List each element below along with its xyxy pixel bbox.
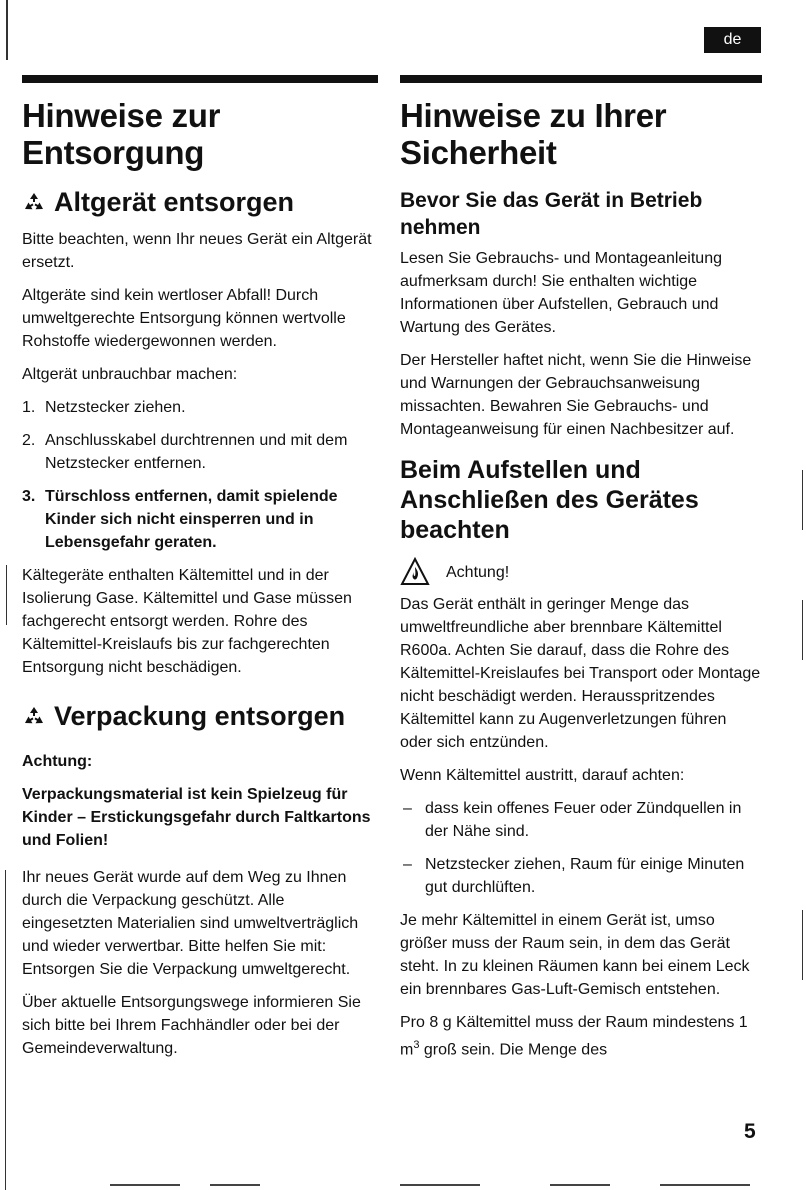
step-item: [22, 396, 378, 419]
step-number: 3.: [22, 488, 36, 505]
disposal-paragraph: Altgerät unbrauchbar machen:: [22, 366, 238, 383]
left-column: [22, 75, 378, 1070]
safety-paragraph: Je mehr Kältemittel in einem Gerät ist, umso größer muss der Raum sein, in dem das Gerät steht. In zu kleinen Räumen kann bei einem Leck ein brennbares Gas-Luft-Gemisch entstehen.: [400, 912, 750, 998]
room-size-text-end: groß sein. Die Menge des: [419, 1041, 608, 1059]
disposal-paragraph: Altgeräte sind kein wertloser Abfall! Durch umweltgerechte Entsorgung können wertvolle Rohstoffe wiedergewonnen werden.: [22, 287, 346, 350]
step-text: Anschlusskabel durchtrennen und mit dem Netzstecker entfernen.: [45, 432, 348, 472]
old-appliance-heading: [22, 187, 378, 218]
list-item: [400, 797, 762, 843]
warning-row: [400, 557, 762, 587]
leak-instructions: [400, 797, 762, 899]
scan-edge-mark: [6, 0, 8, 60]
step-item: [22, 485, 378, 554]
packaging-paragraph: Über aktuelle Entsorgungswege informieren Sie sich bitte bei Ihrem Fachhändler oder bei der Gemeindeverwaltung.: [22, 994, 361, 1057]
right-column: [400, 75, 762, 1071]
dash-marker: –: [403, 856, 412, 873]
list-item: [400, 853, 762, 899]
recycling-icon: [22, 191, 46, 215]
packaging-heading-text: Verpackung entsorgen: [54, 701, 346, 731]
superscript: 3: [413, 1039, 420, 1051]
dash-marker: –: [403, 800, 412, 817]
warning-label: Achtung!: [446, 563, 510, 581]
packaging-paragraph: Ihr neues Gerät wurde auf dem Weg zu Ihnen durch die Verpackung geschützt. Alle eingesetzten Materialien sind umweltverträglich und wieder verwertbar. Bitte helfen Sie mit: Entsorgen Sie die Verpackung umweltgerecht.: [22, 869, 359, 978]
step-text: Netzstecker ziehen.: [45, 399, 186, 416]
room-size-text: Pro 8 g Kältemittel muss der Raum mindestens 1 m: [400, 1014, 748, 1059]
safety-paragraph: [400, 1011, 762, 1061]
safety-paragraph: Der Hersteller haftet nicht, wenn Sie die Hinweise und Warnungen der Gebrauchsanweisung missachten. Bewahren Sie Gebrauchs- und Montageanweisung für einen Nachbesitzer auf.: [400, 352, 752, 438]
step-number: 1.: [22, 399, 36, 416]
step-item: [22, 429, 378, 475]
before-use-heading: Bevor Sie das Gerät in Betrieb nehmen: [400, 189, 703, 239]
step-number: 2.: [22, 432, 36, 449]
list-item-text: dass kein offenes Feuer oder Zündquellen in der Nähe sind.: [425, 800, 742, 840]
scan-edge-mark: [802, 910, 803, 980]
packaging-heading: [22, 701, 378, 732]
page-number: 5: [744, 1120, 756, 1143]
scan-edge-mark: [110, 1184, 180, 1186]
list-item-text: Netzstecker ziehen, Raum für einige Minuten gut durchlüften.: [425, 856, 745, 896]
section-rule: [22, 75, 378, 83]
scan-edge-mark: [5, 870, 6, 1190]
flammable-warning-icon: [400, 557, 430, 587]
safety-paragraph: Das Gerät enthält in geringer Menge das umweltfreundliche aber brennbare Kältemittel R600a. Achten Sie darauf, dass die Rohre des Kältemittel-Kreislaufes bei Transport oder Montage nicht beschädigt werden. Herausspritzendes Kältemittel kann zu Augenverletzungen führen oder sich entzünden.: [400, 596, 761, 751]
step-text: Türschloss entfernen, damit spielende Kinder sich nicht einsperren und in Lebensgefahr geraten.: [45, 488, 338, 551]
installation-heading: Beim Aufstellen und Anschließen des Gerätes beachten: [400, 456, 699, 544]
disposal-steps: [22, 396, 378, 554]
scan-edge-mark: [660, 1184, 750, 1186]
recycling-icon: [22, 705, 46, 729]
scan-edge-mark: [550, 1184, 610, 1186]
disposal-intro: Bitte beachten, wenn Ihr neues Gerät ein Altgerät ersetzt.: [22, 231, 372, 271]
scan-edge-mark: [802, 470, 803, 530]
safety-paragraph: Wenn Kältemittel austritt, darauf achten:: [400, 767, 685, 784]
scan-edge-mark: [802, 600, 803, 660]
warning-label: Achtung:: [22, 753, 93, 770]
packaging-warning: Verpackungsmaterial ist kein Spielzeug für Kinder – Erstickungsgefahr durch Faltkartons und Folien!: [22, 786, 371, 849]
language-badge: de: [704, 27, 761, 53]
section-rule: [400, 75, 762, 83]
safety-paragraph: Lesen Sie Gebrauchs- und Montageanleitung aufmerksam durch! Sie enthalten wichtige Informationen über Aufstellen, Gebrauch und Wartung des Gerätes.: [400, 250, 722, 336]
old-appliance-heading-text: Altgerät entsorgen: [54, 187, 295, 217]
scan-edge-mark: [210, 1184, 260, 1186]
scan-edge-mark: [6, 565, 7, 625]
safety-title: Hinweise zu Ihrer Sicherheit: [400, 97, 667, 171]
scan-edge-mark: [400, 1184, 480, 1186]
disposal-paragraph: Kältegeräte enthalten Kältemittel und in der Isolierung Gase. Kältemittel und Gase müssen fachgerecht entsorgt werden. Rohre des Kältemittel-Kreislaufs bis zur fachgerechten Entsorgung nicht beschädigen.: [22, 567, 352, 676]
disposal-title: Hinweise zur Entsorgung: [22, 97, 221, 171]
